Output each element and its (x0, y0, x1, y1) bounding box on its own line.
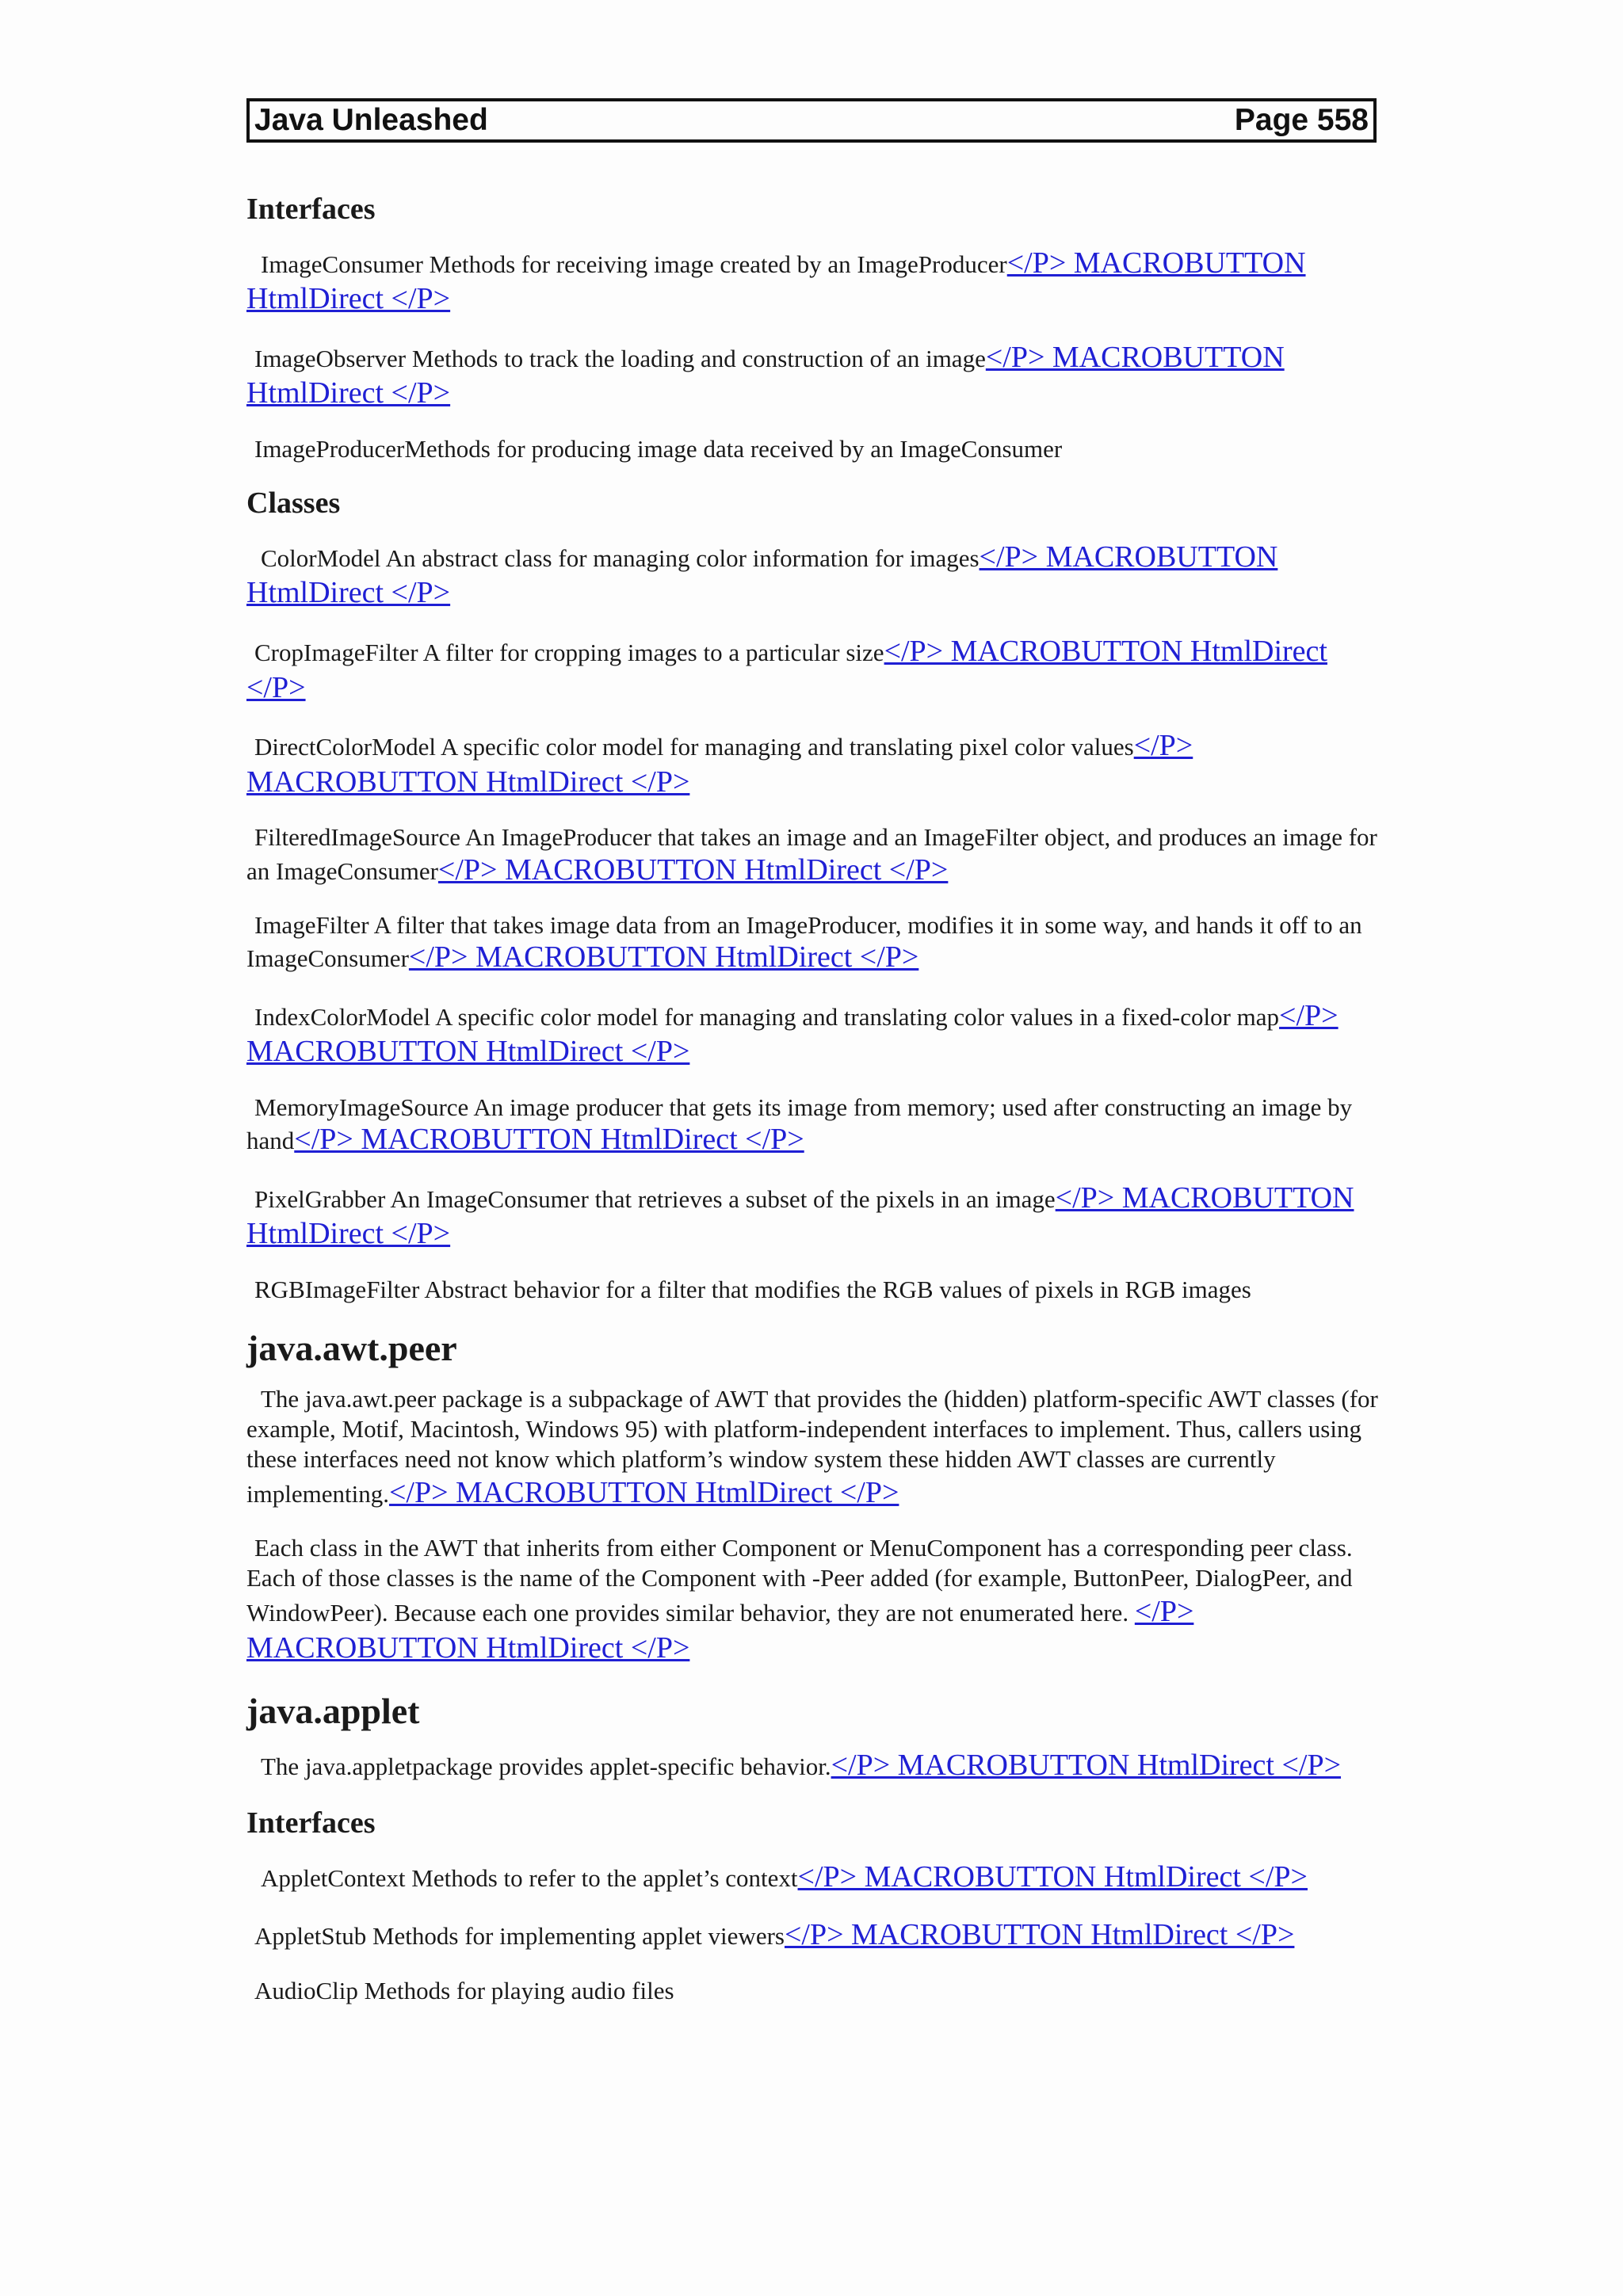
entry-text: ColorModel An abstract class for managing color information for images (261, 543, 980, 572)
paragraph-text: The java.awt.peer package is a subpackage of AWT that provides the (hidden) platform-specific AWT classes (for example, Motif, Macintosh, Windows 95) with platform-independent interfaces to implement. Thus, callers using these interfaces need not know which platform’s window system these hidden AWT classes are currently implementing. (246, 1385, 1378, 1508)
page-header (246, 98, 1377, 143)
image-interfaces-heading: Interfaces (246, 193, 376, 226)
entry-text: AppletStub Methods for implementing applet viewers (254, 1922, 785, 1951)
entry-text: RGBImageFilter Abstract behavior for a filter that modifies the RGB values of pixels in RGB images (254, 1276, 1251, 1304)
list-item (246, 822, 1380, 888)
macrobutton-link[interactable]: </P> MACROBUTTON HtmlDirect </P> (437, 852, 949, 887)
applet-paragraph (246, 1747, 1380, 1783)
paragraph-text: Each class in the AWT that inherits from either Component or MenuComponent has a corresponding peer class. Each of those classes is the name of the Component with -Peer added (for example, ButtonPeer, DialogPeer, and WindowPeer). Because each one provides similar behavior, they are not enumerated here. (246, 1534, 1353, 1627)
book-title: Java Unleashed (254, 103, 488, 137)
entry-text: ImageProducerMethods for producing image data received by an ImageConsumer (254, 434, 1063, 463)
list-item (246, 728, 1380, 800)
entry-text: IndexColorModel A specific color model for managing and translating color values in a fixed-color map (254, 1002, 1280, 1031)
macrobutton-link[interactable]: </P> MACROBUTTON HtmlDirect </P> (246, 998, 1338, 1069)
list-item (246, 1275, 1380, 1304)
list-item (246, 340, 1380, 412)
entry-text: DirectColorModel A specific color model for managing and translating pixel color values (254, 733, 1134, 761)
entry-text: ImageConsumer Methods for receiving image created by an ImageProducer (261, 250, 1007, 278)
list-item (246, 434, 1380, 463)
macrobutton-link[interactable]: </P> MACROBUTTON HtmlDirect </P> (797, 1859, 1308, 1894)
entry-text: ImageFilter A filter that takes image data from an ImageProducer, modifies it in some way, and hands it off to an ImageConsumer (246, 911, 1362, 973)
entry-text: MemoryImageSource An image producer that gets its image from memory; used after constructing an image by hand (246, 1093, 1353, 1155)
awt-peer-paragraph-1 (246, 1384, 1380, 1511)
macrobutton-link[interactable]: </P> MACROBUTTON HtmlDirect </P> (294, 1123, 804, 1157)
entry-text: PixelGrabber An ImageConsumer that retrieves a subset of the pixels in an image (254, 1184, 1056, 1213)
macrobutton-link[interactable]: </P> MACROBUTTON HtmlDirect </P> (246, 729, 1193, 799)
macrobutton-link[interactable]: </P> MACROBUTTON HtmlDirect </P> (246, 1594, 1194, 1665)
macrobutton-link[interactable]: </P> MACROBUTTON HtmlDirect </P> (246, 1180, 1354, 1251)
applet-heading: java.applet (246, 1690, 420, 1731)
macrobutton-link[interactable]: </P> MACROBUTTON HtmlDirect </P> (246, 634, 1327, 704)
list-item (246, 1180, 1380, 1253)
entry-text: AudioClip Methods for playing audio files (254, 1976, 674, 2004)
macrobutton-link[interactable]: </P> MACROBUTTON HtmlDirect </P> (831, 1748, 1342, 1782)
list-item (246, 634, 1380, 706)
list-item (246, 246, 1380, 318)
macrobutton-link[interactable]: </P> MACROBUTTON HtmlDirect </P> (408, 940, 919, 974)
list-item (246, 540, 1380, 612)
macrobutton-link[interactable]: </P> MACROBUTTON HtmlDirect </P> (246, 246, 1306, 316)
macrobutton-link[interactable]: </P> MACROBUTTON HtmlDirect </P> (246, 340, 1285, 410)
page-number: Page 558 (1234, 103, 1369, 137)
macrobutton-link[interactable]: </P> MACROBUTTON HtmlDirect </P> (784, 1918, 1295, 1952)
entry-text: FilteredImageSource An ImageProducer that takes an image and an ImageFilter object, and produces an image for an ImageConsumer (246, 823, 1377, 885)
paragraph-text: The java.appletpackage provides applet-specific behavior. (261, 1752, 831, 1780)
awt-peer-heading: java.awt.peer (246, 1328, 457, 1369)
macrobutton-link[interactable]: </P> MACROBUTTON HtmlDirect </P> (246, 540, 1278, 610)
list-item (246, 1917, 1380, 1954)
applet-interfaces-heading: Interfaces (246, 1806, 376, 1840)
entry-text: ImageObserver Methods to track the loading and construction of an image (254, 344, 986, 372)
entry-text: CropImageFilter A filter for cropping images to a particular size (254, 638, 884, 666)
image-classes-heading: Classes (246, 486, 341, 521)
list-item (246, 910, 1380, 976)
list-item (246, 1976, 1380, 2005)
list-item (246, 998, 1380, 1070)
macrobutton-link[interactable]: </P> MACROBUTTON HtmlDirect </P> (388, 1475, 899, 1509)
awt-peer-paragraph-2 (246, 1533, 1380, 1666)
entry-text: AppletContext Methods to refer to the applet’s context (261, 1863, 798, 1892)
page-content (246, 192, 1380, 2027)
list-item (246, 1859, 1380, 1896)
list-item (246, 1093, 1380, 1158)
